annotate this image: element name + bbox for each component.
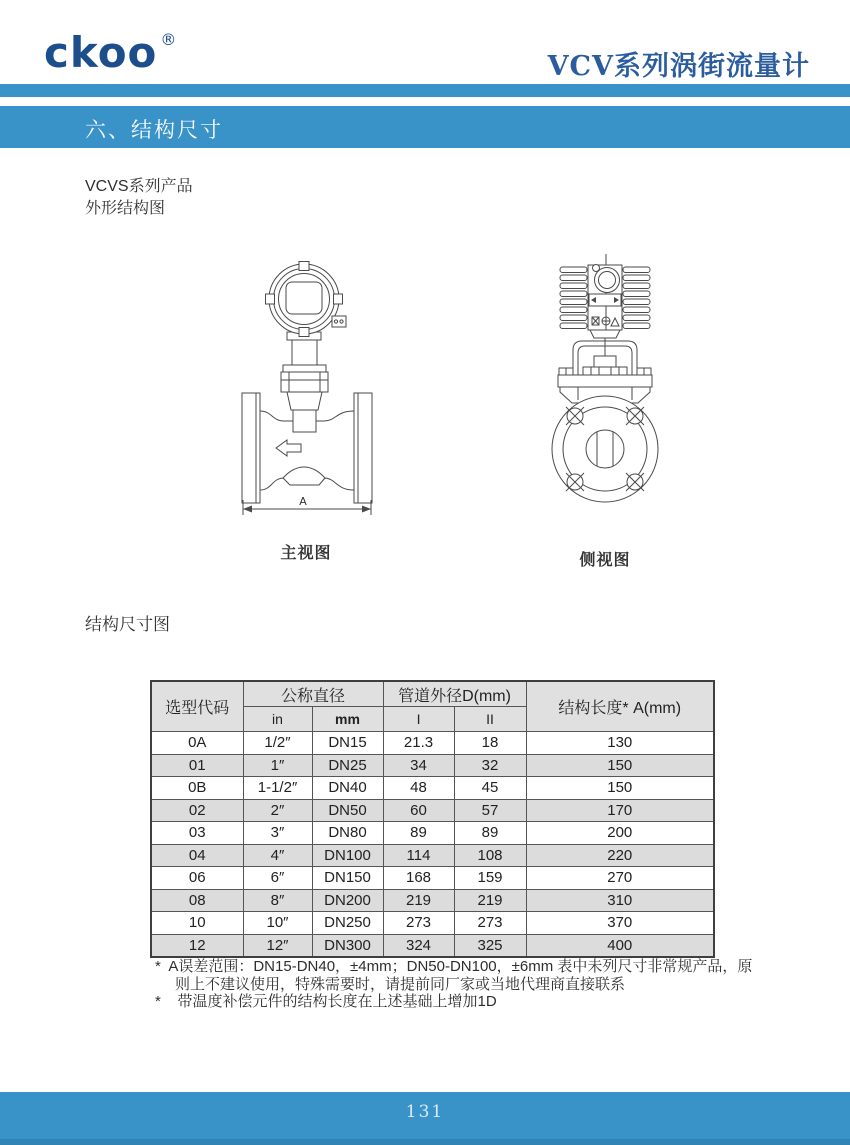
footnote-line: * A误差范围：DN15-DN40，±4mm；DN50-DN100，±6mm 表中未列尺寸非常规产品，原 <box>155 958 753 975</box>
table-cell: DN300 <box>312 934 383 957</box>
table-cell: 150 <box>526 777 714 800</box>
table-cell: 1-1/2″ <box>243 777 312 800</box>
series-intro <box>85 176 193 220</box>
footnotes <box>155 958 753 1011</box>
table-header <box>151 681 714 732</box>
series-intro-line1: VCVS系列产品 <box>85 178 193 195</box>
header-unit-mm: mm <box>312 707 383 732</box>
table-cell: 3″ <box>243 822 312 845</box>
table-row <box>151 867 714 890</box>
table-row <box>151 777 714 800</box>
table-cell: DN150 <box>312 867 383 890</box>
section-title: 六、结构尺寸 <box>85 119 223 142</box>
flowmeter-side-outline <box>552 254 658 502</box>
table-cell: 60 <box>383 799 454 822</box>
table-cell: 12″ <box>243 934 312 957</box>
table-cell: 219 <box>383 889 454 912</box>
table-row <box>151 799 714 822</box>
table-cell: 219 <box>454 889 526 912</box>
table-cell: DN250 <box>312 912 383 935</box>
section-banner <box>0 106 850 148</box>
flow-arrow-icon <box>276 440 301 456</box>
header-pipe-od: 管道外径D(mm) <box>383 681 526 707</box>
table-cell: 220 <box>526 844 714 867</box>
table-cell: 273 <box>383 912 454 935</box>
side-view-caption: 侧视图 <box>579 552 631 569</box>
front-view-drawing <box>225 252 395 520</box>
table-cell: 114 <box>383 844 454 867</box>
flowmeter-front-outline <box>242 262 372 516</box>
table-cell: 04 <box>151 844 243 867</box>
table-cell: 150 <box>526 754 714 777</box>
table-cell: 310 <box>526 889 714 912</box>
table-cell: 325 <box>454 934 526 957</box>
table-cell: 10 <box>151 912 243 935</box>
dimensions-table <box>150 680 715 958</box>
header-code: 选型代码 <box>151 681 243 732</box>
table-cell: 370 <box>526 912 714 935</box>
table-cell: 02 <box>151 799 243 822</box>
brand-logo-text: ckoo <box>44 28 158 77</box>
table-cell: 57 <box>454 799 526 822</box>
table-row <box>151 934 714 957</box>
series-intro-line2: 外形结构图 <box>85 200 166 217</box>
table-cell: 8″ <box>243 889 312 912</box>
table-cell: 34 <box>383 754 454 777</box>
brand-logo <box>44 28 178 77</box>
table-cell: 2″ <box>243 799 312 822</box>
table-cell: 10″ <box>243 912 312 935</box>
table-row <box>151 732 714 755</box>
table-cell: 324 <box>383 934 454 957</box>
table-body <box>151 732 714 958</box>
table-cell: DN100 <box>312 844 383 867</box>
document-title: VCV系列涡街流量计 <box>547 51 810 82</box>
table-cell: 130 <box>526 732 714 755</box>
table-cell: 273 <box>454 912 526 935</box>
table-cell: 03 <box>151 822 243 845</box>
header-col-ii: II <box>454 707 526 732</box>
table-cell: 170 <box>526 799 714 822</box>
table-cell: 168 <box>383 867 454 890</box>
table-row <box>151 844 714 867</box>
table-cell: 0A <box>151 732 243 755</box>
table-cell: 200 <box>526 822 714 845</box>
header-col-i: I <box>383 707 454 732</box>
table-cell: DN25 <box>312 754 383 777</box>
table-row <box>151 912 714 935</box>
table-cell: 108 <box>454 844 526 867</box>
front-view-caption: 主视图 <box>280 545 332 562</box>
table-cell: 12 <box>151 934 243 957</box>
table-cell: 21.3 <box>383 732 454 755</box>
page-number: 131 <box>405 1102 445 1122</box>
dimension-a-label: A <box>299 495 307 508</box>
table-cell: 400 <box>526 934 714 957</box>
table-cell: 1″ <box>243 754 312 777</box>
table-cell: DN15 <box>312 732 383 755</box>
registered-trademark-icon: ® <box>160 30 178 49</box>
table-cell: 08 <box>151 889 243 912</box>
table-row <box>151 889 714 912</box>
table-cell: 45 <box>454 777 526 800</box>
table-cell: 1/2″ <box>243 732 312 755</box>
table-cell: 0B <box>151 777 243 800</box>
header-nominal-diameter: 公称直径 <box>243 681 383 707</box>
table-cell: DN50 <box>312 799 383 822</box>
header-divider-bar <box>0 84 850 97</box>
table-cell: 270 <box>526 867 714 890</box>
table-caption: 结构尺寸图 <box>85 615 170 634</box>
table-cell: 06 <box>151 867 243 890</box>
table-cell: 01 <box>151 754 243 777</box>
table-cell: 159 <box>454 867 526 890</box>
table-cell: 32 <box>454 754 526 777</box>
footnote-line: * 带温度补偿元件的结构长度在上述基础上增加1D <box>155 993 497 1010</box>
table-cell: DN40 <box>312 777 383 800</box>
footer-bottom-strip <box>0 1139 850 1145</box>
footnote-line: 则上不建议使用，特殊需要时，请提前同厂家或当地代理商直接联系 <box>175 975 626 993</box>
table-cell: 48 <box>383 777 454 800</box>
table-cell: 6″ <box>243 867 312 890</box>
header-unit-in: in <box>243 707 312 732</box>
table-cell: DN80 <box>312 822 383 845</box>
table-cell: 89 <box>454 822 526 845</box>
table-cell: 4″ <box>243 844 312 867</box>
table-cell: 89 <box>383 822 454 845</box>
header-structure-length: 结构长度* A(mm) <box>526 681 714 732</box>
table-row <box>151 822 714 845</box>
table-cell: 18 <box>454 732 526 755</box>
table-row <box>151 754 714 777</box>
table-cell: DN200 <box>312 889 383 912</box>
side-view-drawing <box>540 252 675 514</box>
